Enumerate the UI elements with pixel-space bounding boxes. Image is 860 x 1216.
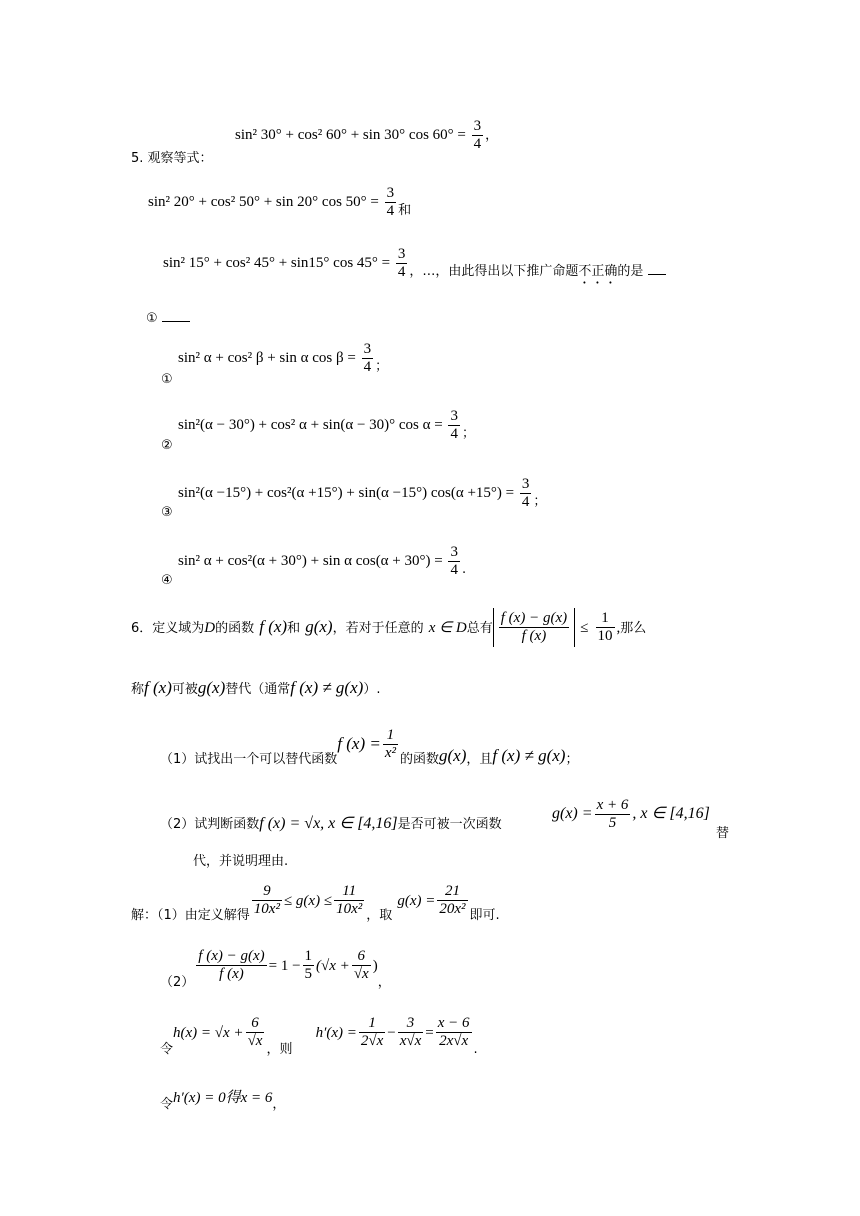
- q5-eq2-expr: sin² 20° + cos² 50° + sin 20° cos 50° =: [148, 193, 379, 210]
- num: 3: [397, 246, 406, 262]
- q6-neq: f (x) ≠ g(x): [290, 678, 364, 697]
- sol-h-def: h(x) = √x +: [173, 1025, 244, 1041]
- num: 1: [596, 610, 615, 628]
- option-tail: ；: [533, 493, 547, 509]
- q5-eq2-tail: 和: [398, 202, 412, 218]
- option-frac: [520, 476, 532, 511]
- q5-intro: [131, 147, 213, 166]
- q6-sub1-text: 的函数: [400, 752, 440, 767]
- num: f (x) − g(x): [198, 948, 265, 964]
- q6-f: f (x): [259, 617, 288, 636]
- q6-sub2-tail: 替: [716, 826, 730, 841]
- q5-question-tail: 的是: [617, 263, 644, 279]
- num: 3: [386, 185, 395, 201]
- sol-hp-frac2: [398, 1015, 424, 1050]
- den: 10x²: [336, 901, 363, 917]
- sol-hprime: h′(x) =: [315, 1025, 357, 1041]
- q5-intro-text: 观察等式：: [147, 151, 213, 166]
- num: 1: [304, 948, 313, 964]
- q6-sub2-text: 是否可被一次函数: [397, 817, 502, 832]
- q6-sub2-f: f (x) = √x, x ∈ [4,16]: [259, 815, 398, 832]
- q5-answer-blank-start: [648, 274, 666, 275]
- q5-eq3-frac: [396, 246, 408, 281]
- q5-answer-line: [146, 311, 190, 326]
- num: x − 6: [437, 1015, 470, 1031]
- num: 3: [521, 476, 530, 492]
- sol-eq: = 1 −: [268, 958, 301, 974]
- num: 6: [246, 1015, 265, 1033]
- den: 4: [473, 136, 482, 152]
- option-tail: .: [461, 561, 467, 577]
- q6-sub1-text: ，且: [466, 752, 493, 767]
- q6-sub1: [160, 727, 579, 767]
- sol-text: ，: [272, 1097, 286, 1112]
- den: √x: [247, 1033, 263, 1049]
- q6-text: 可被: [171, 682, 198, 697]
- sol-text: 令: [160, 1097, 174, 1112]
- q5-answer: ①: [146, 311, 158, 326]
- num: 1: [359, 1015, 385, 1033]
- num: 3: [363, 341, 372, 357]
- num: 21: [437, 883, 467, 901]
- sol-hp-frac1: [359, 1015, 385, 1050]
- num: 3: [450, 408, 458, 424]
- q6-sub2-text: （2）试判断函数: [160, 817, 260, 832]
- q5-eq3: [163, 246, 666, 281]
- sol-text: ，取: [366, 908, 393, 923]
- q5-eq1: [235, 118, 498, 153]
- q6-leq: ≤: [580, 620, 589, 636]
- den: f (x): [219, 966, 244, 982]
- q6-sub2-frac: [595, 797, 631, 832]
- q5-option-2: [178, 408, 475, 443]
- solution-part1: [131, 883, 500, 923]
- q6-line2: [131, 678, 380, 698]
- option-expr: sin² α + cos² β + sin α cos β =: [178, 349, 356, 366]
- sol-text: （2）: [160, 975, 195, 990]
- q6-text: ，若对于任意的: [332, 621, 424, 636]
- option-expr: sin²(α − 30°) + cos² α + sin(α − 30)° cos α =: [178, 416, 443, 433]
- sol-fifth: [303, 948, 315, 983]
- den: 4: [386, 203, 395, 219]
- q6-text: 定义域为: [152, 621, 205, 636]
- num: 9: [252, 883, 282, 901]
- q6-domain: D: [204, 620, 216, 636]
- q6-x-in-d: x ∈ D: [428, 620, 467, 636]
- den: 4: [397, 264, 406, 280]
- num: x + 6: [596, 797, 629, 813]
- sol-critical-point: h′(x) = 0得x = 6: [173, 1090, 273, 1106]
- q5-eq2: [148, 185, 411, 220]
- q6-comma: ,: [616, 620, 621, 636]
- q6-text: ）.: [363, 682, 381, 697]
- num: f (x) − g(x): [500, 610, 568, 626]
- q6-text: 替代（通常: [225, 682, 291, 697]
- den: x√x: [399, 1033, 422, 1049]
- den: 4: [450, 426, 458, 442]
- q5-option-1-mark: ①: [161, 372, 173, 387]
- sol-hp-frac3: [436, 1015, 472, 1050]
- sol-paren-close: ): [372, 958, 378, 974]
- solution-part2: [160, 948, 391, 990]
- q5-option-3: [178, 476, 546, 511]
- den: x²: [384, 745, 396, 761]
- sol-six-over-rootx: [352, 948, 371, 983]
- q5-eq1-frac: [472, 118, 484, 153]
- den: 5: [608, 815, 617, 831]
- q5-option-1: [178, 341, 388, 376]
- option-frac: [448, 544, 460, 579]
- q6-sub2-g-lhs: g(x) =: [552, 804, 593, 822]
- sol-frac3: [437, 883, 467, 918]
- num: 11: [334, 883, 364, 901]
- num: 3: [398, 1015, 424, 1033]
- den: 2√x: [360, 1033, 384, 1049]
- q6-text: 称: [131, 682, 145, 697]
- q5-eq1-expr: sin² 30° + cos² 60° + sin 30° cos 60° =: [235, 126, 466, 143]
- q6-sub1-text: （1）试找出一个可以替代函数: [160, 752, 338, 767]
- q5-option-4-mark: ④: [161, 573, 173, 588]
- sol-frac2: [334, 883, 364, 918]
- sol-minus: −: [387, 1025, 396, 1041]
- q6-g: g(x): [197, 678, 226, 697]
- q6-sub1-frac: [383, 727, 398, 762]
- q5-emphasis: 不正确: [578, 263, 618, 279]
- sol-paren: (√x +: [316, 958, 350, 974]
- solution-h: [160, 1015, 478, 1057]
- q6-text: 的函数: [215, 621, 255, 636]
- den: 10x²: [253, 901, 280, 917]
- q6-sub2-domain: , x ∈ [4,16]: [632, 804, 710, 822]
- option-frac: [362, 341, 374, 376]
- sol-text: ，则: [266, 1042, 293, 1057]
- q6-sub1-neq: f (x) ≠ g(x): [492, 746, 566, 765]
- q6-abs-ratio: [493, 608, 575, 647]
- option-expr: sin²(α −15°) + cos²(α +15°) + sin(α −15°) cos(α +15°) =: [178, 484, 515, 501]
- sol-ratio: [196, 948, 266, 983]
- option-expr: sin² α + cos²(α + 30°) + sin α cos(α + 30°) =: [178, 552, 443, 569]
- den: 5: [304, 966, 313, 982]
- den: f (x): [521, 628, 547, 644]
- sol-g-def: g(x) =: [397, 893, 436, 909]
- q6-text: 那么: [620, 621, 647, 636]
- q5-answer-blank: [162, 321, 190, 322]
- sol-text: ，: [377, 975, 391, 990]
- q6-text: 和: [287, 621, 301, 636]
- option-frac: [448, 408, 460, 443]
- q5-option-2-mark: ②: [161, 438, 173, 453]
- den: 4: [521, 494, 530, 510]
- q6-sub1-text: ；: [565, 752, 579, 767]
- sol-equals: =: [425, 1025, 434, 1041]
- num: 3: [473, 118, 482, 134]
- q5-option-4: [178, 544, 466, 579]
- q5-number: 5.: [131, 151, 144, 166]
- sol-frac1: [252, 883, 282, 918]
- den: 20x²: [439, 901, 466, 917]
- q5-option-3-mark: ③: [161, 505, 173, 520]
- sol-text: 解：（1）由定义解得: [131, 908, 250, 923]
- den: 2x√x: [439, 1033, 469, 1049]
- q5-eq3-expr: sin² 15° + cos² 45° + sin15° cos 45° =: [163, 254, 391, 271]
- option-tail: ；: [461, 425, 475, 441]
- sol-text: .: [473, 1042, 478, 1057]
- sol-text: 即可.: [469, 908, 500, 923]
- den: 4: [450, 562, 458, 578]
- q5-eq1-tail: ，: [485, 127, 499, 143]
- den: √x: [353, 966, 369, 982]
- den: 10: [597, 628, 613, 644]
- num: 6: [352, 948, 371, 966]
- num: 3: [450, 544, 458, 560]
- q6-g: g(x): [305, 617, 333, 636]
- q6-sub2-line2: 代，并说明理由.: [193, 854, 289, 869]
- q6-sub2: [160, 813, 502, 833]
- q5-eq3-tail: ，…，由此得出以下推广命题: [409, 263, 579, 279]
- den: 4: [363, 359, 372, 375]
- q6-sub1-g: g(x): [439, 746, 467, 765]
- q6-text: 总有: [466, 621, 493, 636]
- q6-line1: [131, 608, 646, 647]
- q5-question: [409, 264, 665, 279]
- q6-sub1-f: f (x) =: [337, 734, 381, 753]
- q6-number: 6．: [131, 621, 153, 636]
- sol-text: 令: [160, 1042, 174, 1057]
- option-tail: ；: [375, 358, 389, 374]
- q6-f: f (x): [144, 678, 172, 697]
- sol-inequality: ≤ g(x) ≤: [283, 893, 333, 909]
- solution-last: [160, 1086, 286, 1112]
- q6-tenth: [596, 610, 615, 645]
- q6-sub2-g: [552, 797, 710, 832]
- sol-h-frac: [246, 1015, 265, 1050]
- q5-eq2-frac: [385, 185, 397, 220]
- num: 1: [383, 727, 398, 745]
